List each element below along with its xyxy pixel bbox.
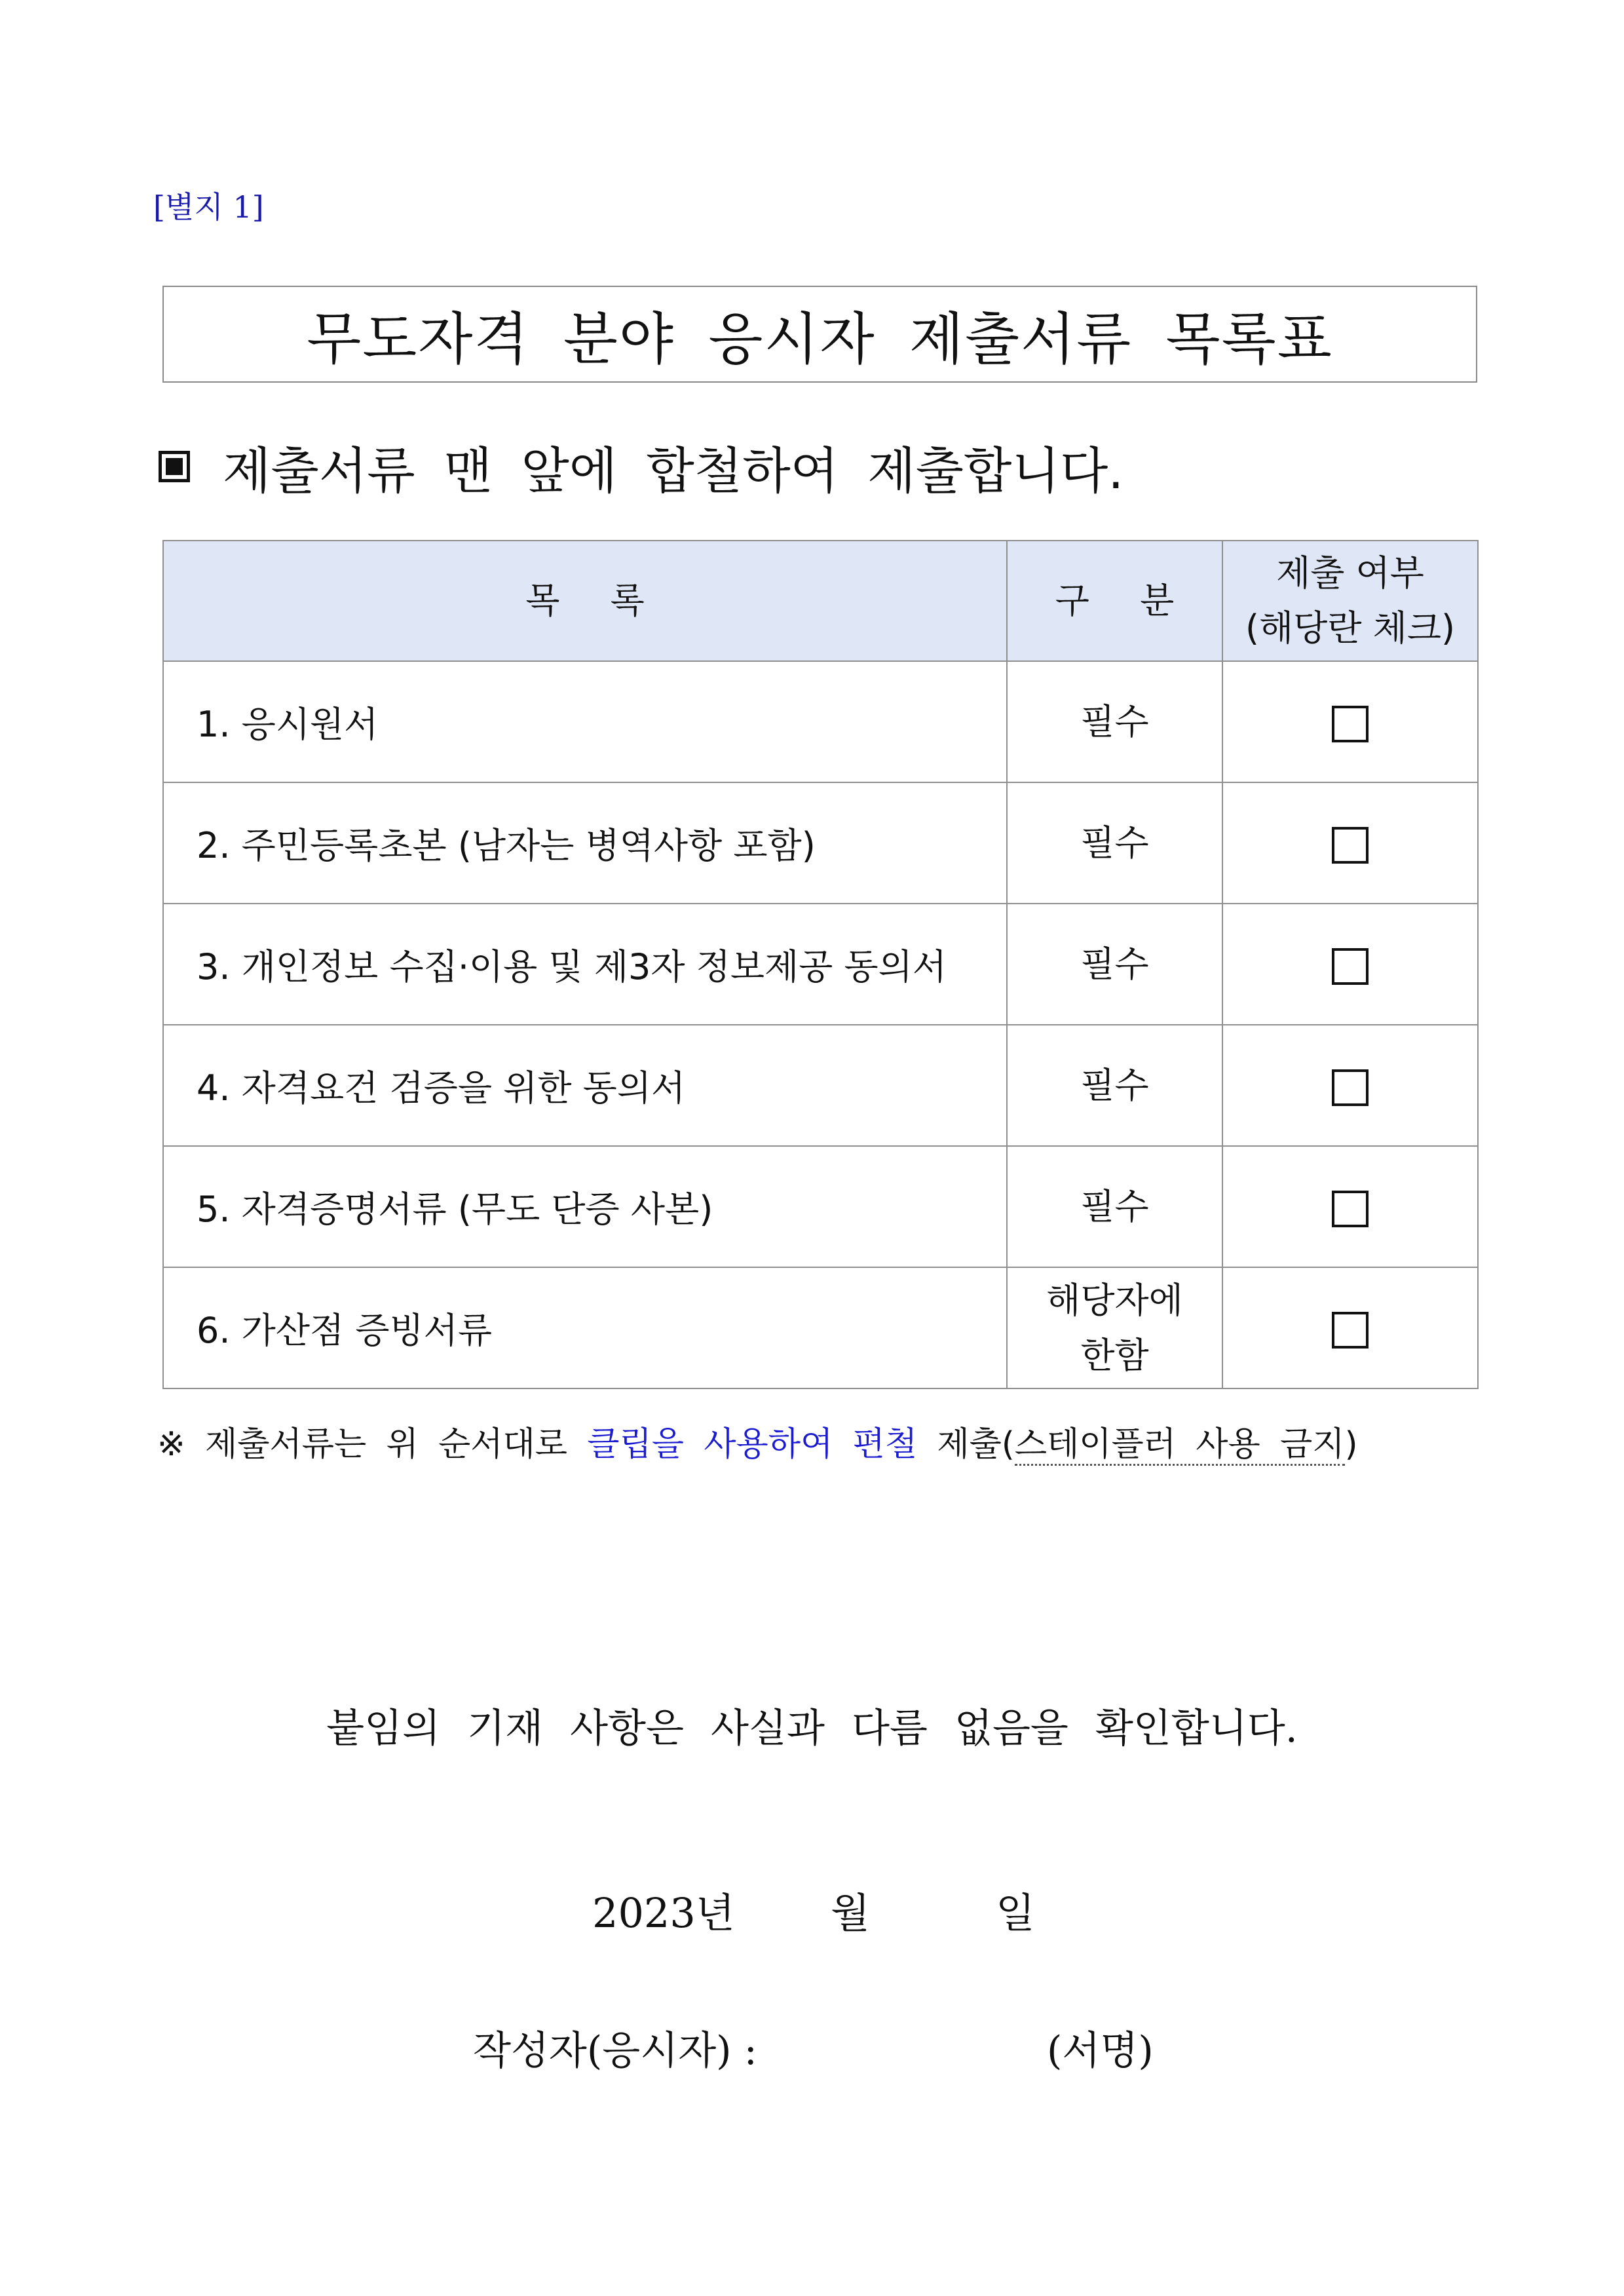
page-title: 무도자격 분야 응시자 제출서류 목록표 [307, 307, 1333, 372]
table-row [163, 1025, 1478, 1146]
header-category: 구 분 [1007, 541, 1222, 661]
checkbox[interactable] [1332, 706, 1369, 742]
author-label: 작성자(응시자) : [473, 2028, 757, 2074]
category-line1: 해당자에 [1046, 1279, 1183, 1321]
check-cell [1222, 1146, 1478, 1267]
note-dotted: 스테이플러 사용 금지 [1015, 1425, 1345, 1466]
table-row [163, 904, 1478, 1025]
item-cell: 1. 응시원서 [163, 661, 1007, 782]
table-row [163, 782, 1478, 904]
category-line2: 한함 [1080, 1334, 1149, 1376]
check-cell [1222, 782, 1478, 904]
category-cell: 필수 [1007, 782, 1222, 904]
header-submitted-line2: (해당란 체크) [1245, 607, 1456, 649]
category-cell: 필수 [1007, 1146, 1222, 1267]
check-cell [1222, 1025, 1478, 1146]
checkbox[interactable] [1332, 1069, 1369, 1106]
item-cell: 4. 자격요건 검증을 위한 동의서 [163, 1025, 1007, 1146]
square-bullet-icon [159, 451, 190, 482]
instruction-line [159, 434, 1124, 499]
item-cell: 6. 가산점 증빙서류 [163, 1267, 1007, 1388]
note-text-1: 제출서류는 위 순서대로 [204, 1425, 568, 1464]
table-row [163, 1146, 1478, 1267]
checkbox[interactable] [1332, 1312, 1369, 1349]
date-month: 월 [831, 1889, 870, 1937]
note-highlight: 클립을 사용하여 편철 [587, 1425, 918, 1464]
document-checklist-table [162, 540, 1479, 1389]
signature-label: (서명) [1047, 2028, 1154, 2074]
header-submitted-line1: 제출 여부 [1276, 552, 1424, 594]
category-cell: 필수 [1007, 661, 1222, 782]
check-cell [1222, 904, 1478, 1025]
header-list: 목 록 [163, 541, 1007, 661]
checkbox[interactable] [1332, 1191, 1369, 1227]
category-cell [1007, 1267, 1222, 1388]
annex-label: [별지 1] [153, 189, 264, 225]
submission-note [157, 1422, 1357, 1468]
checkbox[interactable] [1332, 827, 1369, 864]
item-cell: 3. 개인정보 수집·이용 및 제3자 정보제공 동의서 [163, 904, 1007, 1025]
category-cell: 필수 [1007, 1025, 1222, 1146]
note-mark: ※ [157, 1425, 185, 1464]
table-row [163, 1267, 1478, 1388]
item-cell: 5. 자격증명서류 (무도 단증 사본) [163, 1146, 1007, 1267]
table-row [163, 661, 1478, 782]
table-header-row [163, 541, 1478, 661]
date-day: 일 [996, 1889, 1035, 1937]
category-cell: 필수 [1007, 904, 1222, 1025]
note-text-3: ) [1344, 1425, 1358, 1464]
check-cell [1222, 661, 1478, 782]
date-year: 2023년 [592, 1889, 735, 1937]
note-text-2: 제출( [937, 1425, 1015, 1464]
item-cell: 2. 주민등록초본 (남자는 병역사항 포함) [163, 782, 1007, 904]
header-submitted [1222, 541, 1478, 661]
instruction-text: 제출서류 맨 앞에 합철하여 제출합니다. [223, 441, 1124, 500]
checkbox[interactable] [1332, 948, 1369, 985]
check-cell [1222, 1267, 1478, 1388]
confirmation-text: 붙임의 기재 사항은 사실과 다름 없음을 확인합니다. [326, 1706, 1298, 1751]
title-box [162, 286, 1477, 383]
